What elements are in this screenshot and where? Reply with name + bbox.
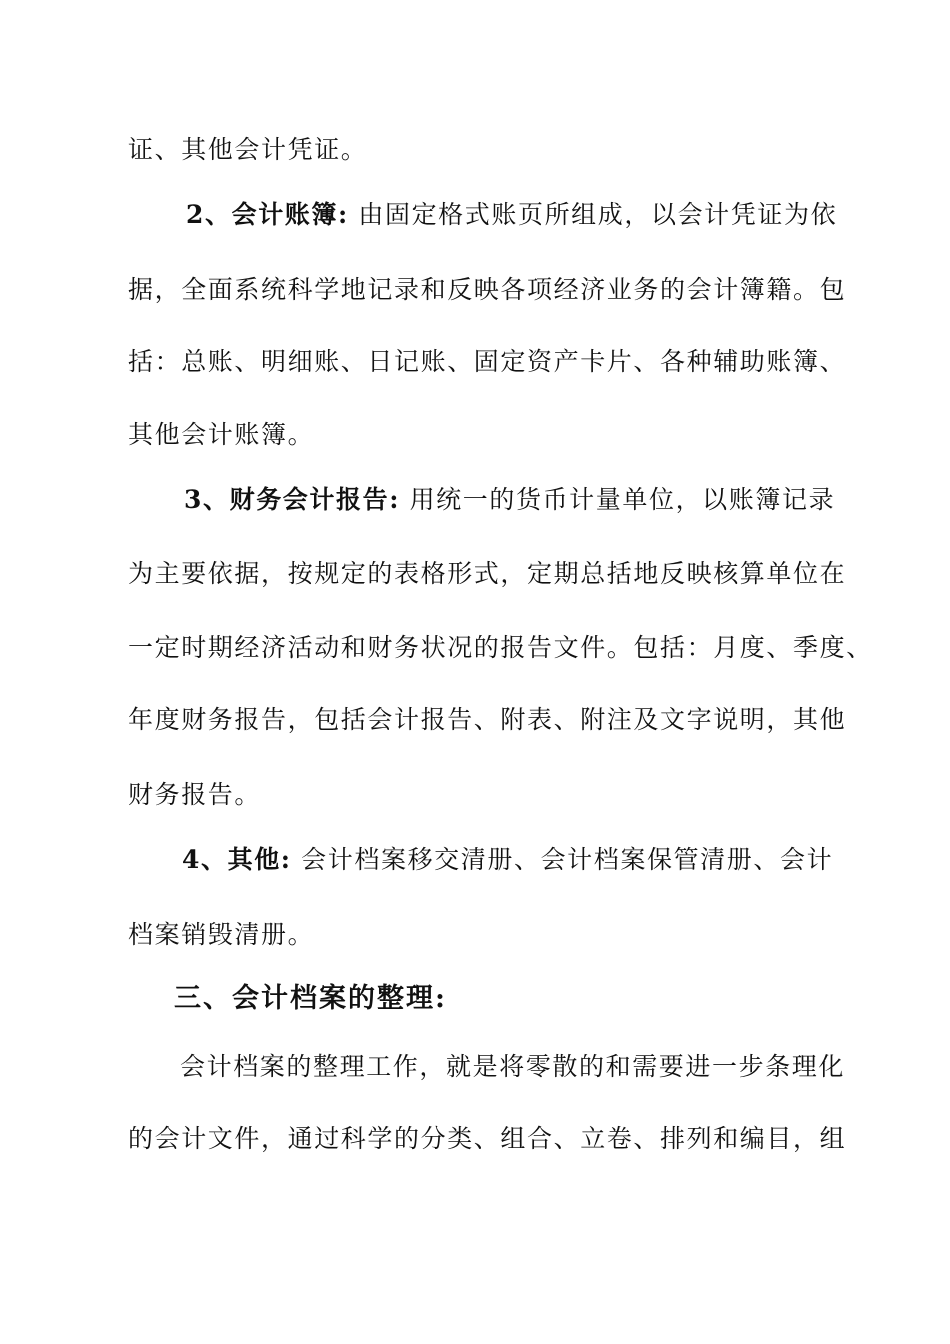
text: 会计档案的整理工作，就是将零散的和需要进一步条理化 <box>180 1052 846 1081</box>
text: 括：总账、明细账、日记账、固定资产卡片、各种辅助账簿、 <box>128 347 847 376</box>
item-3-label: 3、财务会计报告: <box>184 485 401 514</box>
text: 会计档案移交清册、会计档案保管清册、会计 <box>301 845 834 874</box>
item-2-line-3 <box>128 345 846 379</box>
text: 一定时期经济活动和财务状况的报告文件。包括：月度、季度、 <box>128 633 873 662</box>
item-3-line-1 <box>184 483 835 517</box>
text: 证、其他会计凭证。 <box>128 135 368 164</box>
text: 据，全面系统科学地记录和反映各项经济业务的会计簿籍。包 <box>128 275 847 304</box>
item-2-line-2 <box>128 273 846 307</box>
text: 年度财务报告，包括会计报告、附表、附注及文字说明，其他 <box>128 705 847 734</box>
section-3-line-1 <box>180 1050 845 1084</box>
item-4-line-2 <box>128 918 314 952</box>
text: 用统一的货币计量单位，以账簿记录 <box>409 485 836 514</box>
item-2-line-1 <box>186 198 837 232</box>
item-3-line-2 <box>128 557 846 591</box>
section-3-line-2 <box>128 1122 846 1156</box>
text: 为主要依据，按规定的表格形式，定期总括地反映核算单位在 <box>128 559 847 588</box>
text: 档案销毁清册。 <box>128 920 315 949</box>
item-2-label: 2、会计账簿: <box>186 200 349 229</box>
item-2-line-4 <box>128 418 314 452</box>
text: 由固定格式账页所组成，以会计凭证为依 <box>358 200 838 229</box>
item-4-label: 4、其他: <box>182 845 292 874</box>
item-4-line-1 <box>182 843 833 877</box>
item-3-line-5 <box>128 778 261 812</box>
section-3-heading <box>174 982 447 1016</box>
paragraph-line <box>128 133 367 167</box>
text: 财务报告。 <box>128 780 262 809</box>
text: 其他会计账簿。 <box>128 420 315 449</box>
text: 的会计文件，通过科学的分类、组合、立卷、排列和编目，组 <box>128 1124 847 1153</box>
heading-text: 三、会计档案的整理: <box>174 983 447 1014</box>
item-3-line-3 <box>128 631 873 665</box>
item-3-line-4 <box>128 703 846 737</box>
